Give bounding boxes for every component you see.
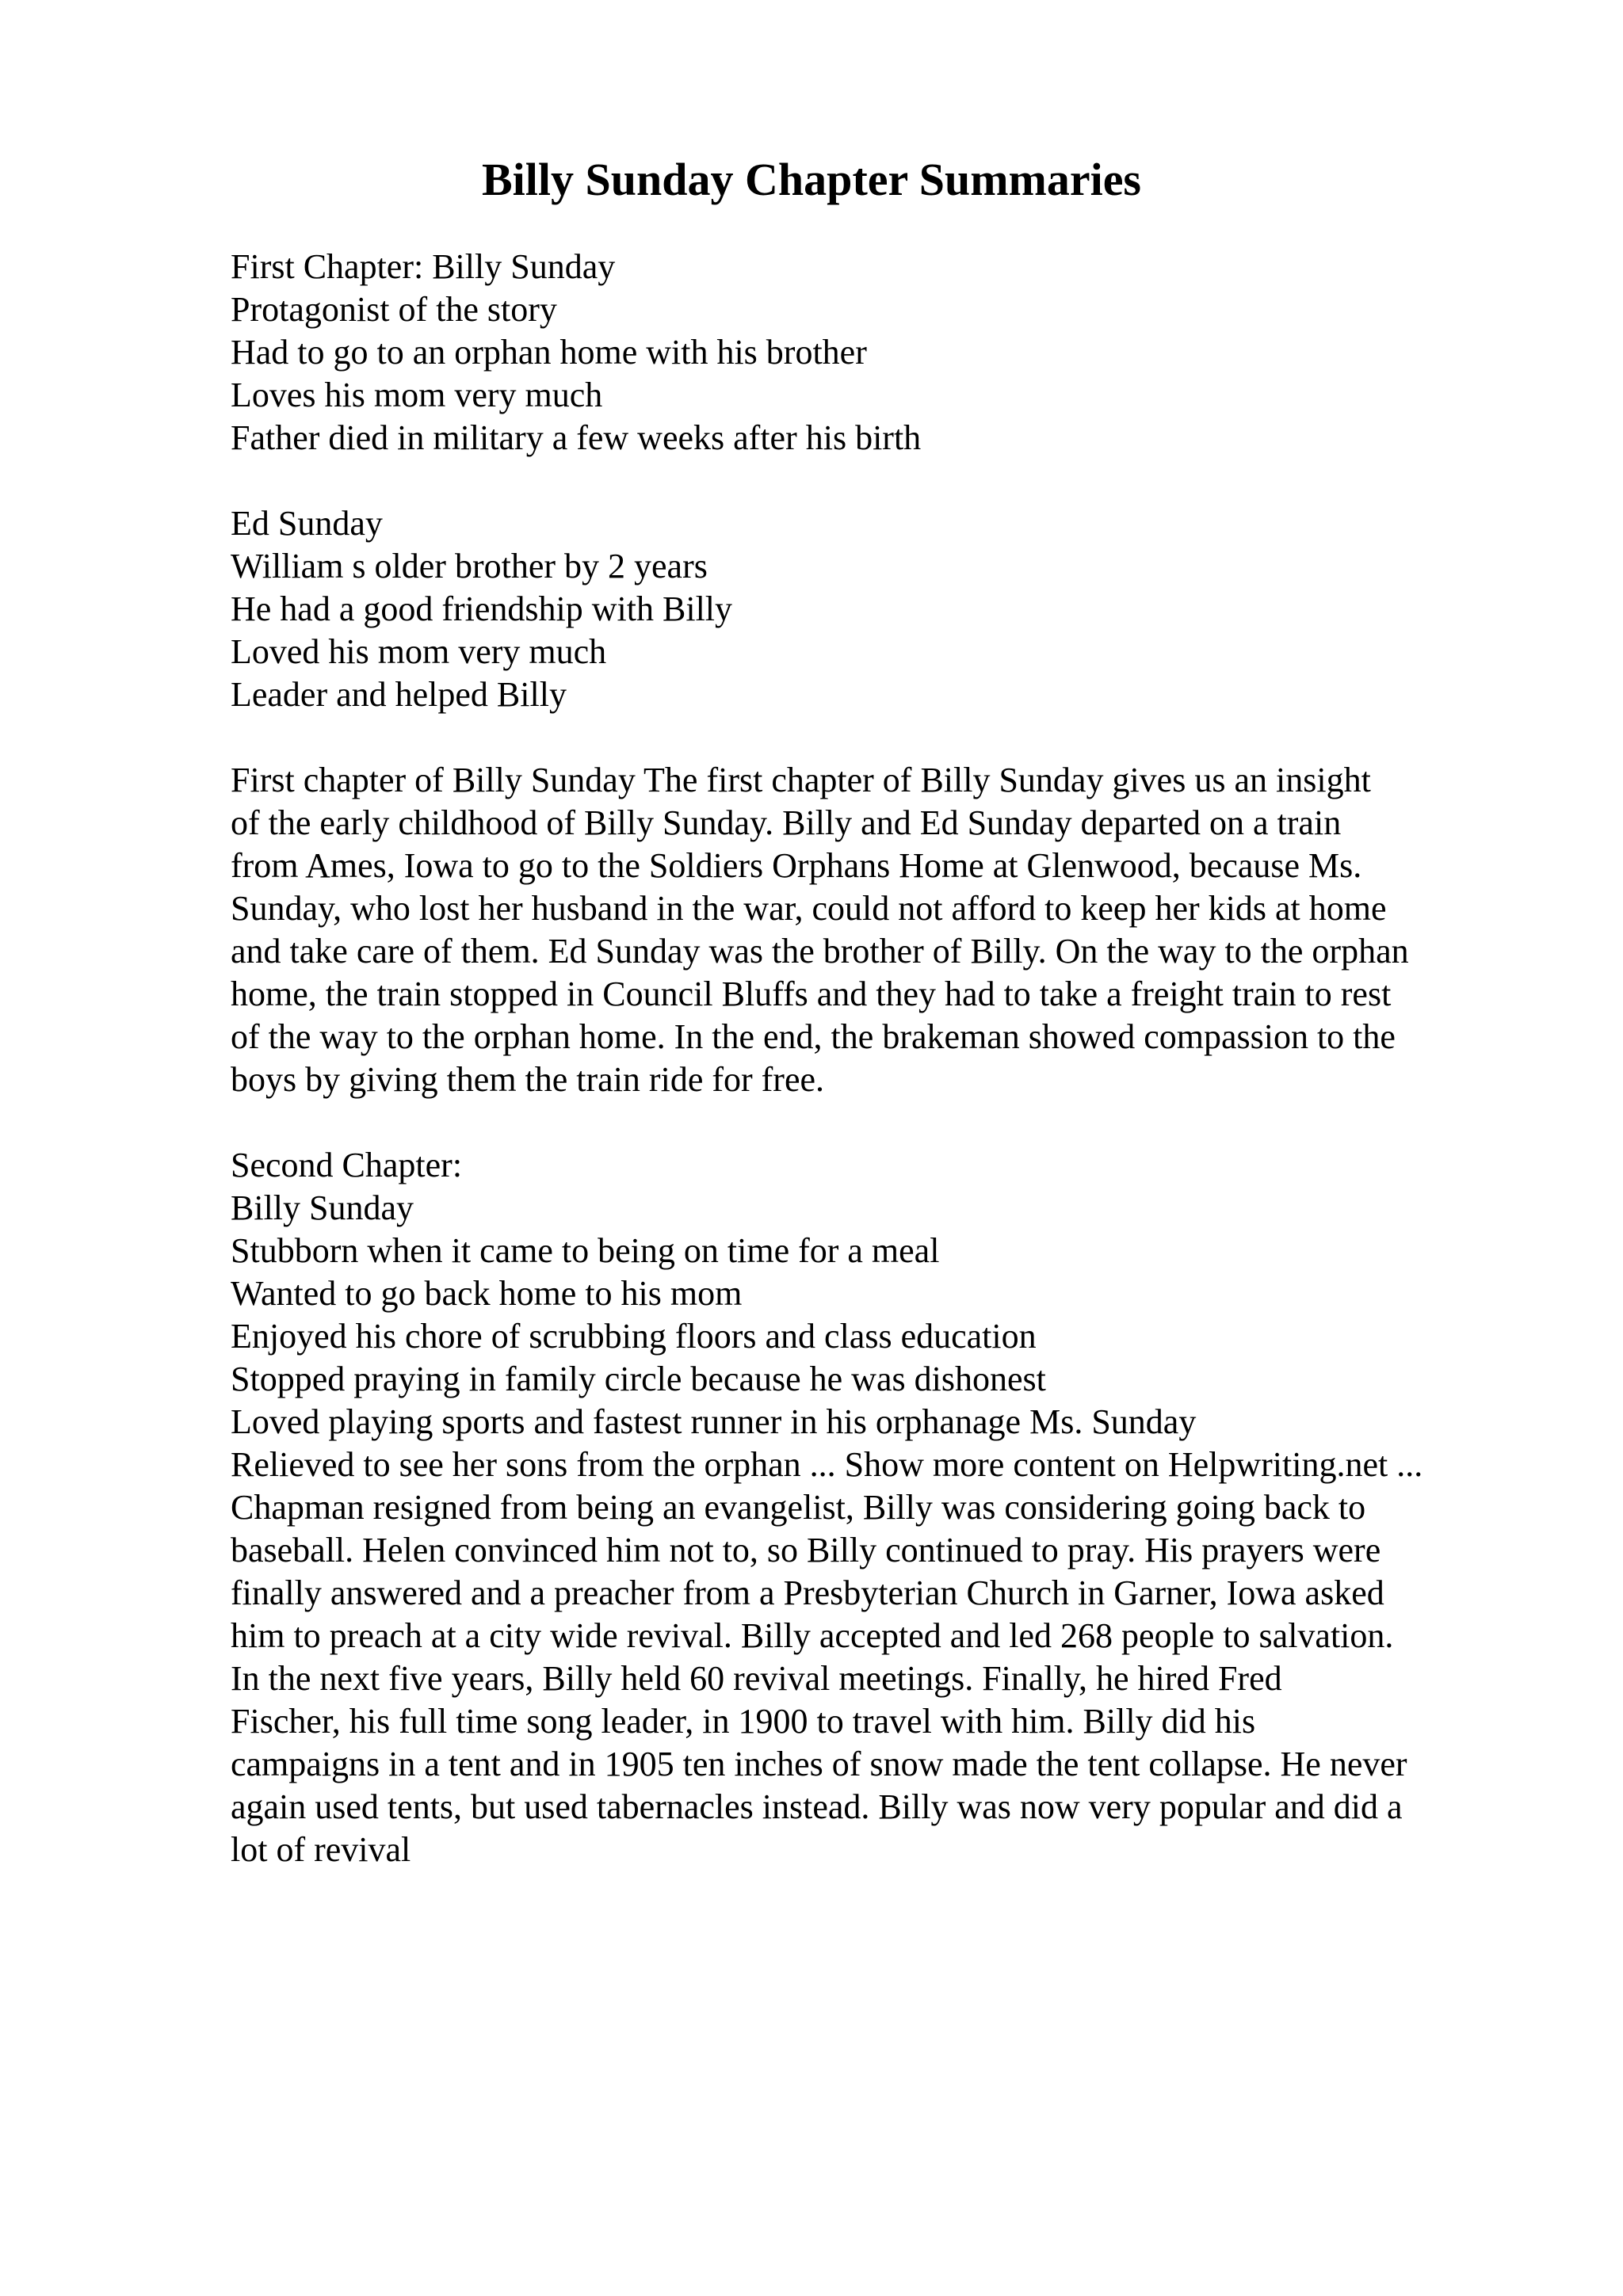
text-line: William s older brother by 2 years — [231, 547, 708, 585]
text-line: In the next five years, Billy held 60 revival meetings. Finally, he hired Fred — [231, 1659, 1282, 1698]
text-line: campaigns in a tent and in 1905 ten inches of snow made the tent collapse. He never — [231, 1745, 1407, 1783]
text-line: Sunday, who lost her husband in the war, could not afford to keep her kids at home — [231, 889, 1387, 928]
text-line: First Chapter: Billy Sunday — [231, 247, 616, 286]
text-line: baseball. Helen convinced him not to, so Billy continued to pray. His prayers were — [231, 1531, 1381, 1569]
text-line: from Ames, Iowa to go to the Soldiers Orphans Home at Glenwood, because Ms. — [231, 846, 1362, 885]
text-line: home, the train stopped in Council Bluffs and they had to take a freight train to rest — [231, 974, 1392, 1013]
text-line: and take care of them. Ed Sunday was the brother of Billy. On the way to the orphan — [231, 932, 1409, 971]
second-chapter-notes — [231, 1144, 1514, 1871]
text-line: Enjoyed his chore of scrubbing floors and class education — [231, 1317, 1037, 1356]
text-line: again used tents, but used tabernacles instead. Billy was now very popular and did a — [231, 1787, 1403, 1826]
text-line: Relieved to see her sons from the orphan ... Show more content on Helpwriting.net ... — [231, 1445, 1423, 1484]
text-line: Loves his mom very much — [231, 376, 603, 414]
text-line: Loved his mom very much — [231, 632, 607, 671]
text-line: Had to go to an orphan home with his brother — [231, 333, 867, 372]
first-chapter-summary — [231, 759, 1514, 1101]
text-line: Leader and helped Billy — [231, 675, 567, 714]
text-line: Father died in military a few weeks after his birth — [231, 418, 922, 457]
text-line: Second Chapter: — [231, 1146, 463, 1184]
text-line: First chapter of Billy Sunday The first chapter of Billy Sunday gives us an insight — [231, 761, 1371, 799]
text-line: Ed Sunday — [231, 504, 383, 543]
text-line: lot of revival — [231, 1830, 411, 1869]
text-line: him to preach at a city wide revival. Billy accepted and led 268 people to salvation. — [231, 1616, 1394, 1655]
text-line: Fischer, his full time song leader, in 1900 to travel with him. Billy did his — [231, 1702, 1256, 1741]
text-line: of the early childhood of Billy Sunday. Billy and Ed Sunday departed on a train — [231, 803, 1342, 842]
document-body — [231, 246, 1514, 1914]
ed-sunday-notes — [231, 502, 1514, 716]
text-line: Billy Sunday — [231, 1188, 414, 1227]
first-chapter-notes — [231, 246, 1514, 460]
text-line: Stubborn when it came to being on time for a meal — [231, 1231, 940, 1270]
document-title: Billy Sunday Chapter Summaries — [481, 154, 1142, 205]
text-line: Stopped praying in family circle because he was dishonest — [231, 1360, 1046, 1398]
text-line: Protagonist of the story — [231, 290, 557, 329]
text-line: Chapman resigned from being an evangelist, Billy was considering going back to — [231, 1488, 1366, 1527]
text-line: Loved playing sports and fastest runner in his orphanage Ms. Sunday — [231, 1402, 1197, 1441]
text-line: boys by giving them the train ride for free. — [231, 1060, 825, 1099]
text-line: Wanted to go back home to his mom — [231, 1274, 743, 1313]
text-line: He had a good friendship with Billy — [231, 589, 733, 628]
text-line: finally answered and a preacher from a Presbyterian Church in Garner, Iowa asked — [231, 1573, 1384, 1612]
text-line: of the way to the orphan home. In the end, the brakeman showed compassion to the — [231, 1017, 1396, 1056]
